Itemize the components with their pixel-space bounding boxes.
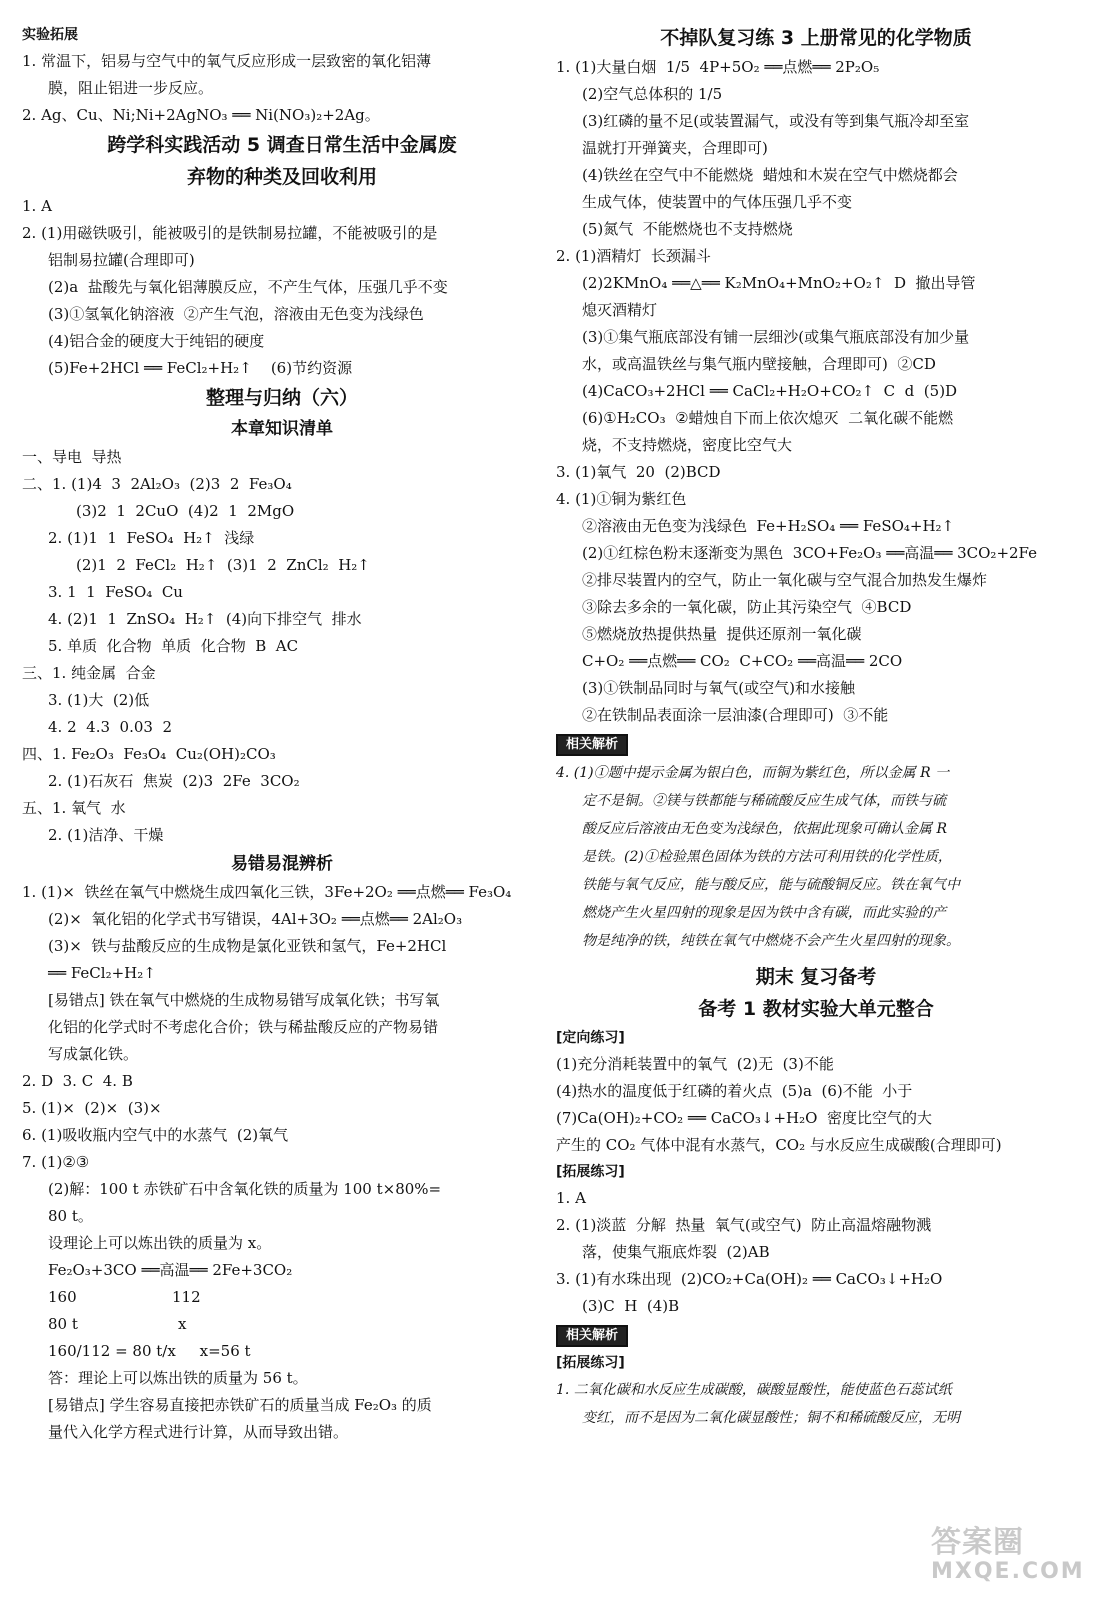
watermark-url: MXQE.COM [931, 1559, 1085, 1584]
watermark-logo-text: 答案圈 [931, 1525, 1024, 1560]
watermark-logo [931, 1525, 1085, 1586]
equation-line: 160/112 = 80 t/x x=56 t [48, 1342, 251, 1360]
analysis-badge-2: 相关解析 [556, 1325, 628, 1347]
errors-title: 易错易混辨析 [231, 854, 333, 874]
answer-line: (2)2KMnO₄ ══△══ K₂MnO₄+MnO₂+O₂↑ D 撤出导管 [582, 274, 976, 292]
right-column [556, 22, 1076, 1432]
answer-line: 4. (1)①铜为紫红色 [556, 490, 687, 508]
analysis-line: 是铁。(2)①检验黑色固体为铁的方法可利用铁的化学性质， [582, 849, 952, 865]
analysis-line: 定不是铜。②镁与铁都能与稀硫酸反应生成气体，而铁与硫 [582, 793, 946, 809]
directed-line: (7)Ca(OH)₂+CO₂ ══ CaCO₃↓+H₂O 密度比空气的大 [556, 1109, 932, 1127]
answer-line: ③除去多余的一氧化碳，防止其污染空气 ④BCD [582, 598, 912, 616]
answer-line: ⑤燃烧放热提供热量 提供还原剂一氧化碳 [582, 625, 862, 643]
extended-line: 1. A [556, 1189, 586, 1207]
extended-line: 落，使集气瓶底炸裂 (2)AB [582, 1243, 770, 1261]
answer-line: (3)①集气瓶底部没有铺一层细沙(或集气瓶底部没有加少量 [582, 328, 970, 346]
summary-title: 整理与归纳（六） [205, 387, 358, 409]
answer-line: 2. Ag、Cu、Ni;Ni+2AgNO₃ ══ Ni(NO₃)₂+2Ag。 [22, 106, 380, 124]
analysis-line: 4. (1)①题中提示金属为银白色，而铜为紫红色，所以金属 R 一 [556, 765, 950, 781]
equation-line: 80 t x [48, 1315, 187, 1333]
error-line: (2)解：100 t 赤铁矿石中含氧化铁的质量为 100 t×80%= [48, 1180, 442, 1198]
answer-line: 3. (1)氧气 20 (2)BCD [556, 463, 721, 481]
extended-line: 2. (1)淡蓝 分解 热量 氧气(或空气) 防止高温熔融物溅 [556, 1216, 932, 1234]
extended-practice-label: [拓展练习] [556, 1164, 625, 1180]
error-note-line: 量代入化学方程式进行计算，从而导致出错。 [48, 1423, 349, 1441]
error-line: 7. (1)②③ [22, 1153, 90, 1171]
answer-line: 膜，阻止铝进一步反应。 [48, 79, 214, 97]
directed-line: (1)充分消耗装置中的氧气 (2)无 (3)不能 [556, 1055, 834, 1073]
error-note-line: [易错点] 学生容易直接把赤铁矿石的质量当成 Fe₂O₃ 的质 [48, 1396, 432, 1414]
answer-line: (3)红磷的量不足(或装置漏气，或没有等到集气瓶冷却至室 [582, 112, 970, 130]
directed-practice-label: [定向练习] [556, 1030, 625, 1046]
error-line: 6. (1)吸收瓶内空气中的水蒸气 (2)氧气 [22, 1126, 289, 1144]
prep-title: 备考 1 教材实验大单元整合 [698, 998, 934, 1020]
checklist-line: 2. (1)石灰石 焦炭 (2)3 2Fe 3CO₂ [48, 772, 300, 790]
checklist-line: 2. (1)1 1 FeSO₄ H₂↑ 浅绿 [48, 529, 255, 547]
answer-line: (4)铁丝在空气中不能燃烧 蜡烛和木炭在空气中燃烧都会 [582, 166, 958, 184]
final-review-title: 期末 复习备考 [755, 966, 877, 988]
analysis-line: 变红，而不是因为二氧化碳显酸性；铜不和稀硫酸反应，无明 [582, 1410, 960, 1426]
analysis-badge: 相关解析 [556, 734, 628, 756]
error-note-line: 化铝的化学式时不考虑化合价；铁与稀盐酸反应的产物易错 [48, 1018, 439, 1036]
analysis-line: 铁能与氧气反应，能与酸反应，能与硫酸铜反应。铁在氧气中 [582, 877, 960, 893]
answer-line: 水，或高温铁丝与集气瓶内壁接触，合理即可) ②CD [582, 355, 936, 373]
analysis-line: 酸反应后溶液由无色变为浅绿色，依据此现象可确认金属 R [582, 821, 947, 837]
checklist-line: 3. 1 1 FeSO₄ Cu [48, 583, 183, 601]
checklist-line: 一、导电 导热 [22, 448, 122, 466]
answer-line: 温就打开弹簧夹，合理即可) [582, 139, 768, 157]
answer-line: ②在铁制品表面涂一层油漆(合理即可) ③不能 [582, 706, 889, 724]
answer-line: (5)氮气 不能燃烧也不支持燃烧 [582, 220, 793, 238]
error-line: ══ FeCl₂+H₂↑ [48, 964, 156, 982]
answer-line: (6)①H₂CO₃ ②蜡烛自下而上依次熄灭 二氧化碳不能燃 [582, 409, 954, 427]
answer-line: 烧，不支持燃烧，密度比空气大 [582, 436, 793, 454]
answer-line: (5)Fe+2HCl ══ FeCl₂+H₂↑ (6)节约资源 [48, 359, 353, 377]
error-line: 设理论上可以炼出铁的质量为 x。 [48, 1234, 272, 1252]
answer-line: (4)铝合金的硬度大于纯铝的硬度 [48, 332, 265, 350]
answer-line: (2)空气总体积的 1/5 [582, 85, 723, 103]
extended-practice-label-2: [拓展练习] [556, 1355, 625, 1371]
analysis-line: 燃烧产生火星四射的现象是因为铁中含有碳，而此实验的产 [582, 905, 946, 921]
error-note-line: 写成氯化铁。 [48, 1045, 139, 1063]
checklist-line: 4. (2)1 1 ZnSO₄ H₂↑ (4)向下排空气 排水 [48, 610, 362, 628]
checklist-line: 五、1. 氧气 水 [22, 799, 126, 817]
answer-line: C+O₂ ══点燃══ CO₂ C+CO₂ ══高温══ 2CO [582, 652, 903, 670]
analysis-line: 1. 二氧化碳和水反应生成碳酸，碳酸显酸性，能使蓝色石蕊试纸 [556, 1382, 952, 1398]
answer-line: 2. (1)酒精灯 长颈漏斗 [556, 247, 711, 265]
checklist-line: (3)2 1 2CuO (4)2 1 2MgO [76, 502, 295, 520]
error-line: 5. (1)× (2)× (3)× [22, 1099, 162, 1117]
extended-line: (3)C H (4)B [582, 1297, 680, 1315]
answer-line: (4)CaCO₃+2HCl ══ CaCl₂+H₂O+CO₂↑ C d (5)D [582, 382, 958, 400]
answer-line: ②溶液由无色变为浅绿色 Fe+H₂SO₄ ══ FeSO₄+H₂↑ [582, 517, 955, 535]
left-column [22, 22, 542, 1446]
error-line: (2)× 氧化铝的化学式书写错误，4Al+3O₂ ══点燃══ 2Al₂O₃ [48, 910, 463, 928]
review-title: 不掉队复习练 3 上册常见的化学物质 [660, 27, 972, 49]
analysis-badge-wrap-2 [556, 1320, 1076, 1350]
checklist-line: (2)1 2 FeCl₂ H₂↑ (3)1 2 ZnCl₂ H₂↑ [76, 556, 370, 574]
answer-line: (3)①氢氧化钠溶液 ②产生气泡，溶液由无色变为浅绿色 [48, 305, 424, 323]
error-line: 2. D 3. C 4. B [22, 1072, 133, 1090]
directed-line: (4)热水的温度低于红磷的着火点 (5)a (6)不能 小于 [556, 1082, 913, 1100]
answer-line: 1. (1)大量白烟 1/5 4P+5O₂ ══点燃══ 2P₂O₅ [556, 58, 880, 76]
answer-line: 1. 常温下，铝易与空气中的氧气反应形成一层致密的氧化铝薄 [22, 52, 432, 70]
equation-line: Fe₂O₃+3CO ══高温══ 2Fe+3CO₂ [48, 1261, 293, 1279]
directed-line: 产生的 CO₂ 气体中混有水蒸气，CO₂ 与水反应生成碳酸(合理即可) [556, 1136, 1002, 1154]
error-line: (3)× 铁与盐酸反应的生成物是氯化亚铁和氢气，Fe+2HCl [48, 937, 447, 955]
checklist-line: 3. (1)大 (2)低 [48, 691, 150, 709]
section-title-experiment: 实验拓展 [22, 27, 78, 43]
checklist-line: 5. 单质 化合物 单质 化合物 B AC [48, 637, 299, 655]
activity-title-line-2: 弃物的种类及回收利用 [186, 166, 377, 188]
equation-line: 160 112 [48, 1288, 201, 1306]
answer-line: 2. (1)用磁铁吸引，能被吸引的是铁制易拉罐，不能被吸引的是 [22, 224, 438, 242]
answer-line: (2)a 盐酸先与氧化铝薄膜反应，不产生气体，压强几乎不变 [48, 278, 448, 296]
error-note-line: [易错点] 铁在氧气中燃烧的生成物易错写成氧化铁；书写氧 [48, 991, 440, 1009]
checklist-line: 四、1. Fe₂O₃ Fe₃O₄ Cu₂(OH)₂CO₃ [22, 745, 276, 763]
checklist-line: 4. 2 4.3 0.03 2 [48, 718, 173, 736]
answer-line: ②排尽装置内的空气，防止一氧化碳与空气混合加热发生爆炸 [582, 571, 988, 589]
activity-title-line-1: 跨学科实践活动 5 调查日常生活中金属废 [107, 134, 457, 156]
answer-line: (2)①红棕色粉末逐渐变为黑色 3CO+Fe₂O₃ ══高温══ 3CO₂+2Fe [582, 544, 1038, 562]
analysis-badge-wrap [556, 729, 1076, 759]
answer-line: 1. A [22, 197, 52, 215]
answer-line: 熄灭酒精灯 [582, 301, 658, 319]
answer-line: (3)①铁制品同时与氧气(或空气)和水接触 [582, 679, 855, 697]
answer-line: 生成气体，使装置中的气体压强几乎不变 [582, 193, 853, 211]
checklist-line: 2. (1)洁净、干燥 [48, 826, 164, 844]
error-line: 1. (1)× 铁丝在氧气中燃烧生成四氧化三铁，3Fe+2O₂ ══点燃══ Fe₃O₄ [22, 883, 512, 901]
answer-line: 铝制易拉罐(合理即可) [48, 251, 195, 269]
checklist-title: 本章知识清单 [231, 419, 333, 439]
error-line: 答：理论上可以炼出铁的质量为 56 t。 [48, 1369, 308, 1387]
checklist-line: 三、1. 纯金属 合金 [22, 664, 156, 682]
analysis-line: 物是纯净的铁，纯铁在氧气中燃烧不会产生火星四射的现象。 [582, 933, 960, 949]
extended-line: 3. (1)有水珠出现 (2)CO₂+Ca(OH)₂ ══ CaCO₃↓+H₂O [556, 1270, 943, 1288]
checklist-line: 二、1. (1)4 3 2Al₂O₃ (2)3 2 Fe₃O₄ [22, 475, 292, 493]
error-line: 80 t。 [48, 1207, 93, 1225]
